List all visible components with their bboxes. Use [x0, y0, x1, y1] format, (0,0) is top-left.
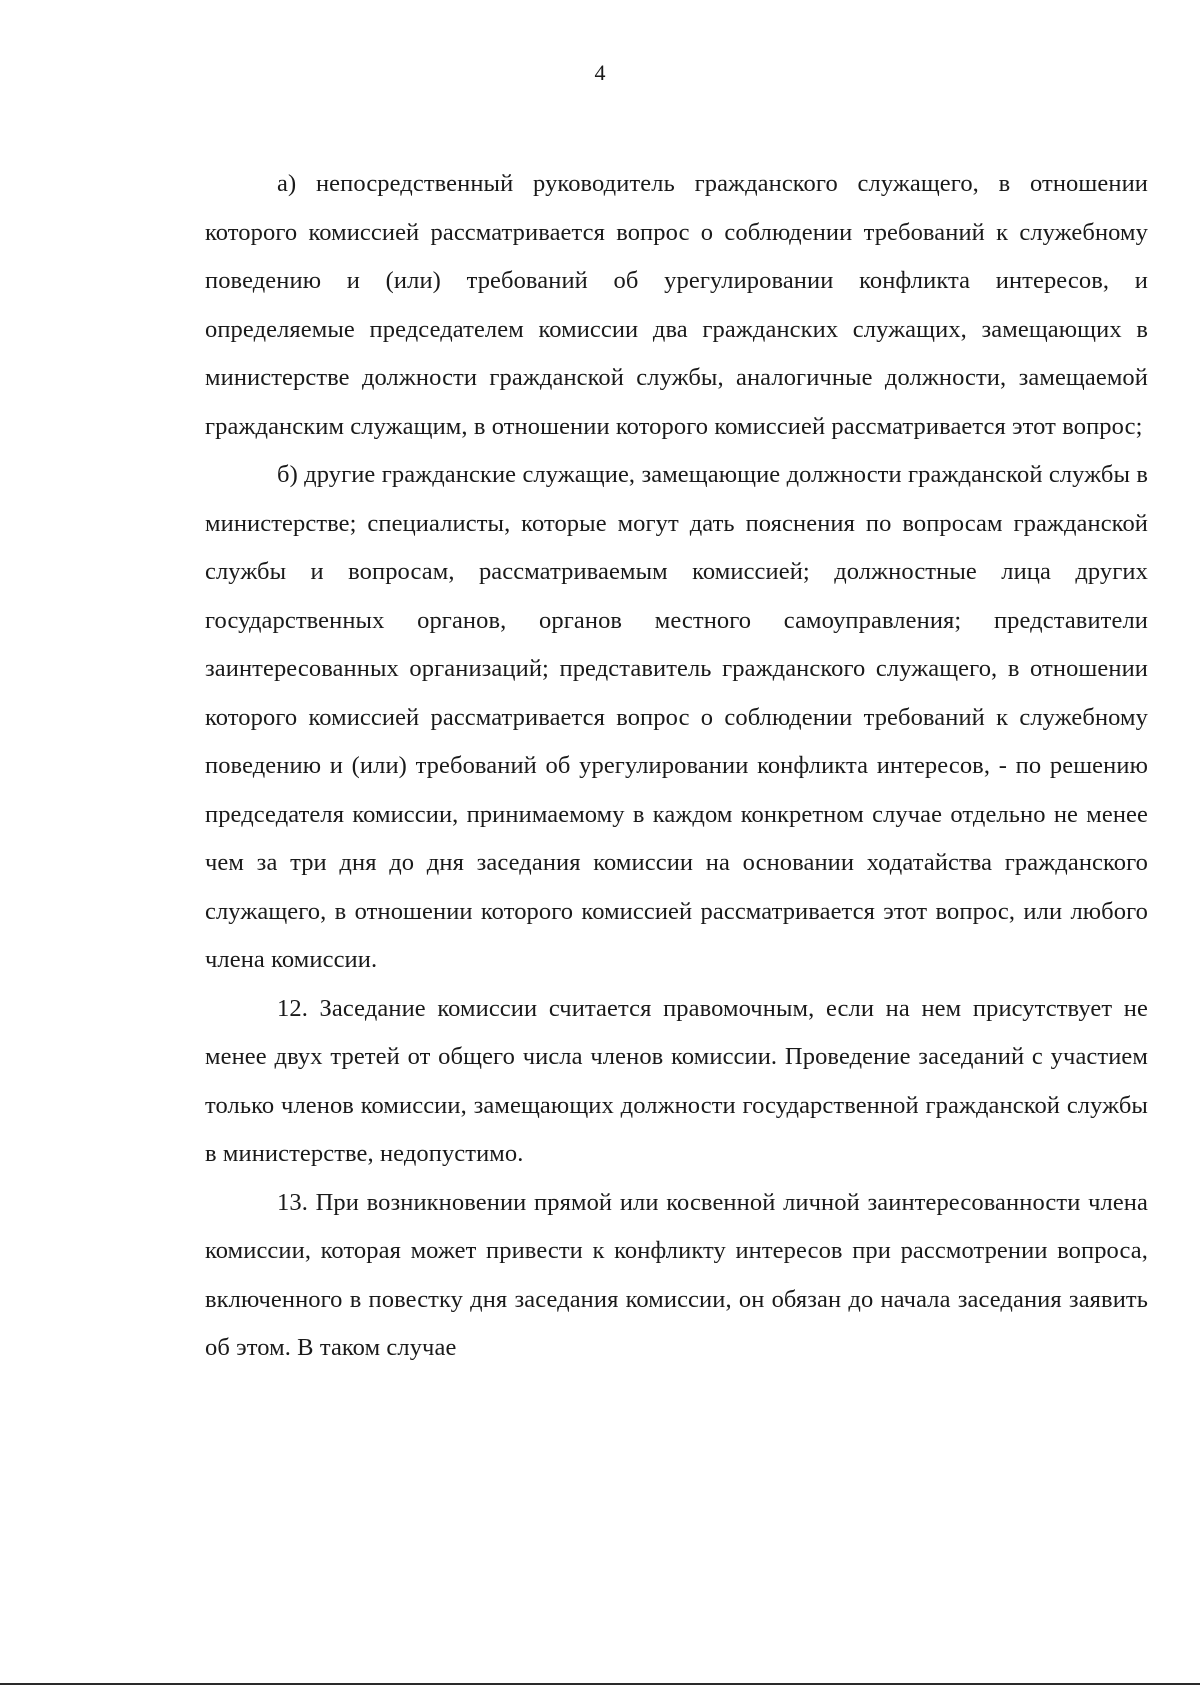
paragraph-b: б) другие гражданские служащие, замещающие должности гражданской службы в министерстве; специалисты, которые могут дать пояснения по вопросам гражданской службы и вопросам, рассматриваемым комиссией; должностные лица других государственных органов, органов местного самоуправления; представители заинтересованных организаций; представитель гражданского служащего, в отношении которого комиссией рассматривается вопрос о соблюдении требований к служебному поведению и (или) требований об урегулировании конфликта интересов, - по решению председателя комиссии, принимаемому в каждом конкретном случае отдельно не менее чем за три дня до дня заседания комиссии на основании ходатайства гражданского служащего, в отношении которого комиссией рассматривается этот вопрос, или любого члена комиссии. — [205, 461, 1148, 973]
paragraph-a: а) непосредственный руководитель гражданского служащего, в отношении которого комиссией рассматривается вопрос о соблюдении требований к служебному поведению и (или) требований об урегулировании конфликта интересов, и определяемые председателем комиссии два гражданских служащих, замещающих в министерстве должности гражданской службы, аналогичные должности, замещаемой гражданским служащим, в отношении которого комиссией рассматривается этот вопрос; — [205, 170, 1148, 440]
document-body — [205, 160, 1148, 1373]
paragraph-12: 12. Заседание комиссии считается правомочным, если на нем присутствует не менее двух третей от общего числа членов комиссии. Проведение заседаний с участием только членов комиссии, замещающих должности государственной гражданской службы в министерстве, недопустимо. — [205, 994, 1148, 1167]
page-number: 4 — [594, 60, 606, 85]
paragraph-13: 13. При возникновении прямой или косвенной личной заинтересованности члена комиссии, которая может привести к конфликту интересов при рассмотрении вопроса, включенного в повестку дня заседания комиссии, он обязан до начала заседания заявить об этом. В таком случае — [205, 1188, 1148, 1361]
scan-edge-line — [0, 1683, 1200, 1685]
